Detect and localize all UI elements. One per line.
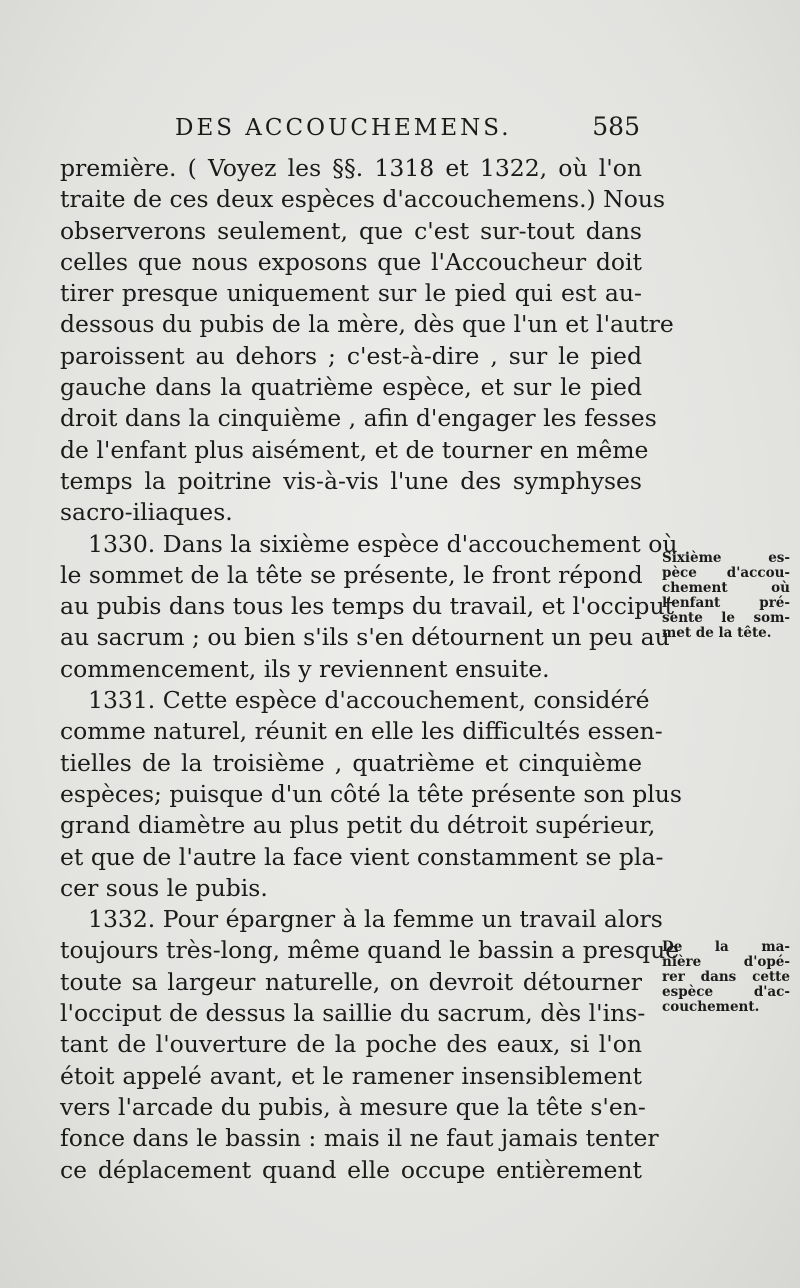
text-line: tant de l'ouverture de la poche des eaux, si l'on <box>60 1030 642 1059</box>
text-line: grand diamètre au plus petit du détroit supérieur, <box>60 811 656 840</box>
margin-note-line: l'enfant pré- <box>662 595 790 611</box>
text-line: au sacrum ; ou bien s'ils s'en détournent un peu au <box>60 623 670 652</box>
text-line: tielles de la troisième , quatrième et cinquième <box>60 748 642 777</box>
text-line: le sommet de la tête se présente, le front répond <box>60 560 643 589</box>
text-line: toujours très-long, même quand le bassin a presque <box>60 936 680 965</box>
text-line: 1331. Cette espèce d'accouchement, considéré <box>88 686 650 715</box>
text-line: vers l'arcade du pubis, à mesure que la tête s'en- <box>60 1092 646 1121</box>
body-text <box>60 153 682 1186</box>
text-line: sacro-iliaques. <box>60 498 233 527</box>
margin-note-line: sente le som- <box>662 610 790 626</box>
text-line: gauche dans la quatrième espèce, et sur le pied <box>60 373 642 402</box>
margin-note-line: rer dans cette <box>662 969 790 985</box>
margin-note-line: pèce d'accou- <box>662 565 790 581</box>
text-line: tirer presque uniquement sur le pied qui est au- <box>60 279 642 308</box>
text-line: l'occiput de dessus la saillie du sacrum, dès l'ins- <box>60 999 646 1028</box>
text-line: droit dans la cinquième , afin d'engager les fesses <box>60 404 657 433</box>
text-line: de l'enfant plus aisément, et de tourner en même <box>60 435 649 464</box>
text-line: première. ( Voyez les §§. 1318 et 1322, où l'on <box>60 154 642 182</box>
text-line: espèces; puisque d'un côté la tête présente son plus <box>60 779 682 808</box>
text-line: toute sa largeur naturelle, on devroit détourner <box>60 967 642 996</box>
text-line: observerons seulement, que c'est sur-tout dans <box>60 216 642 245</box>
text-line: dessous du pubis de la mère, dès que l'un et l'autre <box>60 310 674 339</box>
page-number: 585 <box>592 112 640 141</box>
text-line: commencement, ils y reviennent ensuite. <box>60 654 550 683</box>
page-header <box>60 112 640 149</box>
text-line: 1330. Dans la sixième espèce d'accouchement où <box>88 529 678 558</box>
margin-note-sixieme-espece <box>662 551 790 641</box>
text-line: comme naturel, réunit en elle les difficultés essen- <box>60 717 663 746</box>
margin-note-line: met de la tête. <box>662 625 772 641</box>
text-line: au pubis dans tous les temps du travail, et l'occiput <box>60 592 675 621</box>
text-line: paroissent au dehors ; c'est-à-dire , sur le pied <box>60 341 642 370</box>
running-title: DES ACCOUCHEMENS. <box>175 115 512 141</box>
text-line: ce déplacement quand elle occupe entièrement <box>60 1155 642 1184</box>
margin-note-line: Sixième es- <box>662 550 790 566</box>
text-line: traite de ces deux espèces d'accouchemens.) Nous <box>60 185 666 214</box>
text-line: celles que nous exposons que l'Accoucheur doit <box>60 247 642 276</box>
text-line: et que de l'autre la face vient constamment se pla- <box>60 842 664 871</box>
margin-note-line: chement où <box>662 580 790 596</box>
margin-note-line: couchement. <box>662 999 760 1015</box>
text-line: étoit appelé avant, et le ramener insensiblement <box>60 1061 642 1090</box>
margin-note-maniere-operer <box>662 940 790 1015</box>
margin-note-line: nière d'opé- <box>662 954 790 970</box>
margin-note-line: espèce d'ac- <box>662 984 790 1000</box>
text-line: 1332. Pour épargner à la femme un travail alors <box>88 905 663 934</box>
margin-note-line: De la ma- <box>662 939 790 955</box>
text-line: cer sous le pubis. <box>60 873 268 902</box>
text-line: fonce dans le bassin : mais il ne faut jamais tenter <box>60 1124 659 1153</box>
text-line: temps la poitrine vis-à-vis l'une des symphyses <box>60 466 642 495</box>
